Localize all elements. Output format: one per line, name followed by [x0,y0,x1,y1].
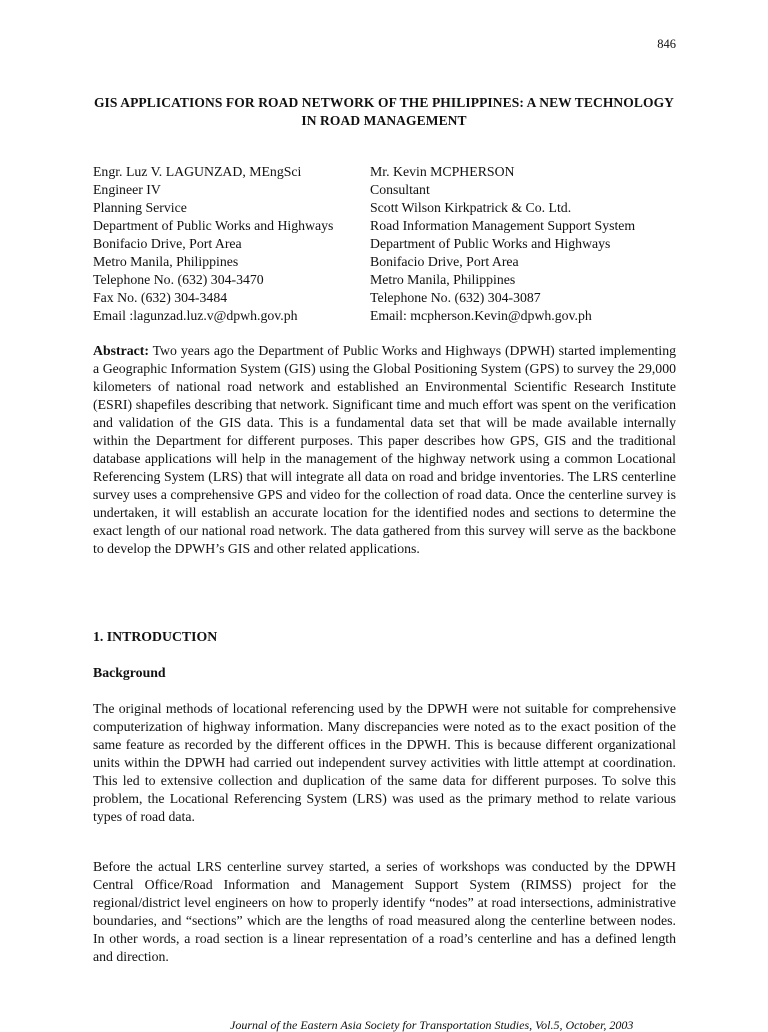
subsection-heading-background: Background [93,665,166,680]
author-left-line: Telephone No. (632) 304-3470 [93,272,264,287]
author-right-line: Consultant [370,182,430,197]
abstract-text: Two years ago the Department of Public Works and Highways (DPWH) started implementing a Geographic Information System (GIS) using the Global Positioning System (GPS) to survey the 29,000 kilometers of national road network and established an Environmental Scientific Research Institute (ESRI) shapefiles describing that network. Significant time and much effort was spent on the verification and validation of the GIS data. This is a fundamental data set that will be made available internally within the Department for different purposes. This paper describes how GPS, GIS and the traditional database applications will help in the management of the highway network using a common Locational Referencing System (LRS) that will integrate all data on road and bridge inventories. The LRS centerline survey uses a comprehensive GPS and video for the collection of road data. Once the centerline survey is undertaken, it will establish an accurate location for the identified nodes and sections to determine the exact length of our national road network. The data gathered from this survey will serve as the backbone to develop the DPWH’s GIS and other related applications. [93,343,676,556]
author-right-line: Department of Public Works and Highways [370,236,611,251]
author-left-line: Bonifacio Drive, Port Area [93,236,242,251]
page-number: 846 [657,37,676,51]
author-right-line: Telephone No. (632) 304-3087 [370,290,541,305]
author-left-line: Metro Manila, Philippines [93,254,239,269]
author-right-line: Road Information Management Support System [370,218,636,233]
journal-footer: Journal of the Eastern Asia Society for Transportation Studies, Vol.5, October, 2003 [230,1018,634,1032]
author-left-line: Department of Public Works and Highways [93,218,334,233]
paper-title: GIS APPLICATIONS FOR ROAD NETWORK OF THE PHILIPPINES: A NEW TECHNOLOGY IN ROAD MANAGEMENT [93,95,675,128]
abstract-paragraph [93,342,676,558]
author-left-line: Engr. Luz V. LAGUNZAD, MEngSci [93,164,302,179]
section-heading-introduction: 1. INTRODUCTION [93,629,218,644]
body-paragraph-2: Before the actual LRS centerline survey started, a series of workshops was conducted by the DPWH Central Office/Road Information and Management Support System (RIMSS) project for the regional/district level engineers on how to properly identify “nodes” at road intersections, administrative boundaries, and “sections” which are the lengths of road measured along the centerline between nodes. In other words, a road section is a linear representation of a road’s centerline and has a defined length and direction. [93,859,676,964]
author-right-line: Mr. Kevin MCPHERSON [370,164,515,179]
author-right-line: Scott Wilson Kirkpatrick & Co. Ltd. [370,200,572,215]
author-left-email[interactable]: Email :lagunzad.luz.v@dpwh.gov.ph [93,308,298,323]
author-left-line: Engineer IV [93,182,161,197]
author-right-line: Bonifacio Drive, Port Area [370,254,519,269]
author-left-line: Fax No. (632) 304-3484 [93,290,228,305]
author-right-email[interactable]: Email: mcpherson.Kevin@dpwh.gov.ph [370,308,592,323]
author-left-column [93,163,333,325]
abstract-label: Abstract: [93,343,149,358]
author-left-line: Planning Service [93,200,187,215]
body-paragraph-1: The original methods of locational referencing used by the DPWH were not suitable for comprehensive computerization of highway information. Many discrepancies were noted as to the exact position of the same feature as recorded by the different offices in the DPWH. This is because different organizational units within the DPWH had carried out independent survey activities with little attempt at coordination. This led to extensive collection and duplication of the same data for different purposes. To solve this problem, the Locational Referencing System (LRS) was used as the primary method to relate various types of road data. [93,701,676,824]
author-right-line: Metro Manila, Philippines [370,272,516,287]
author-right-column [370,163,635,325]
